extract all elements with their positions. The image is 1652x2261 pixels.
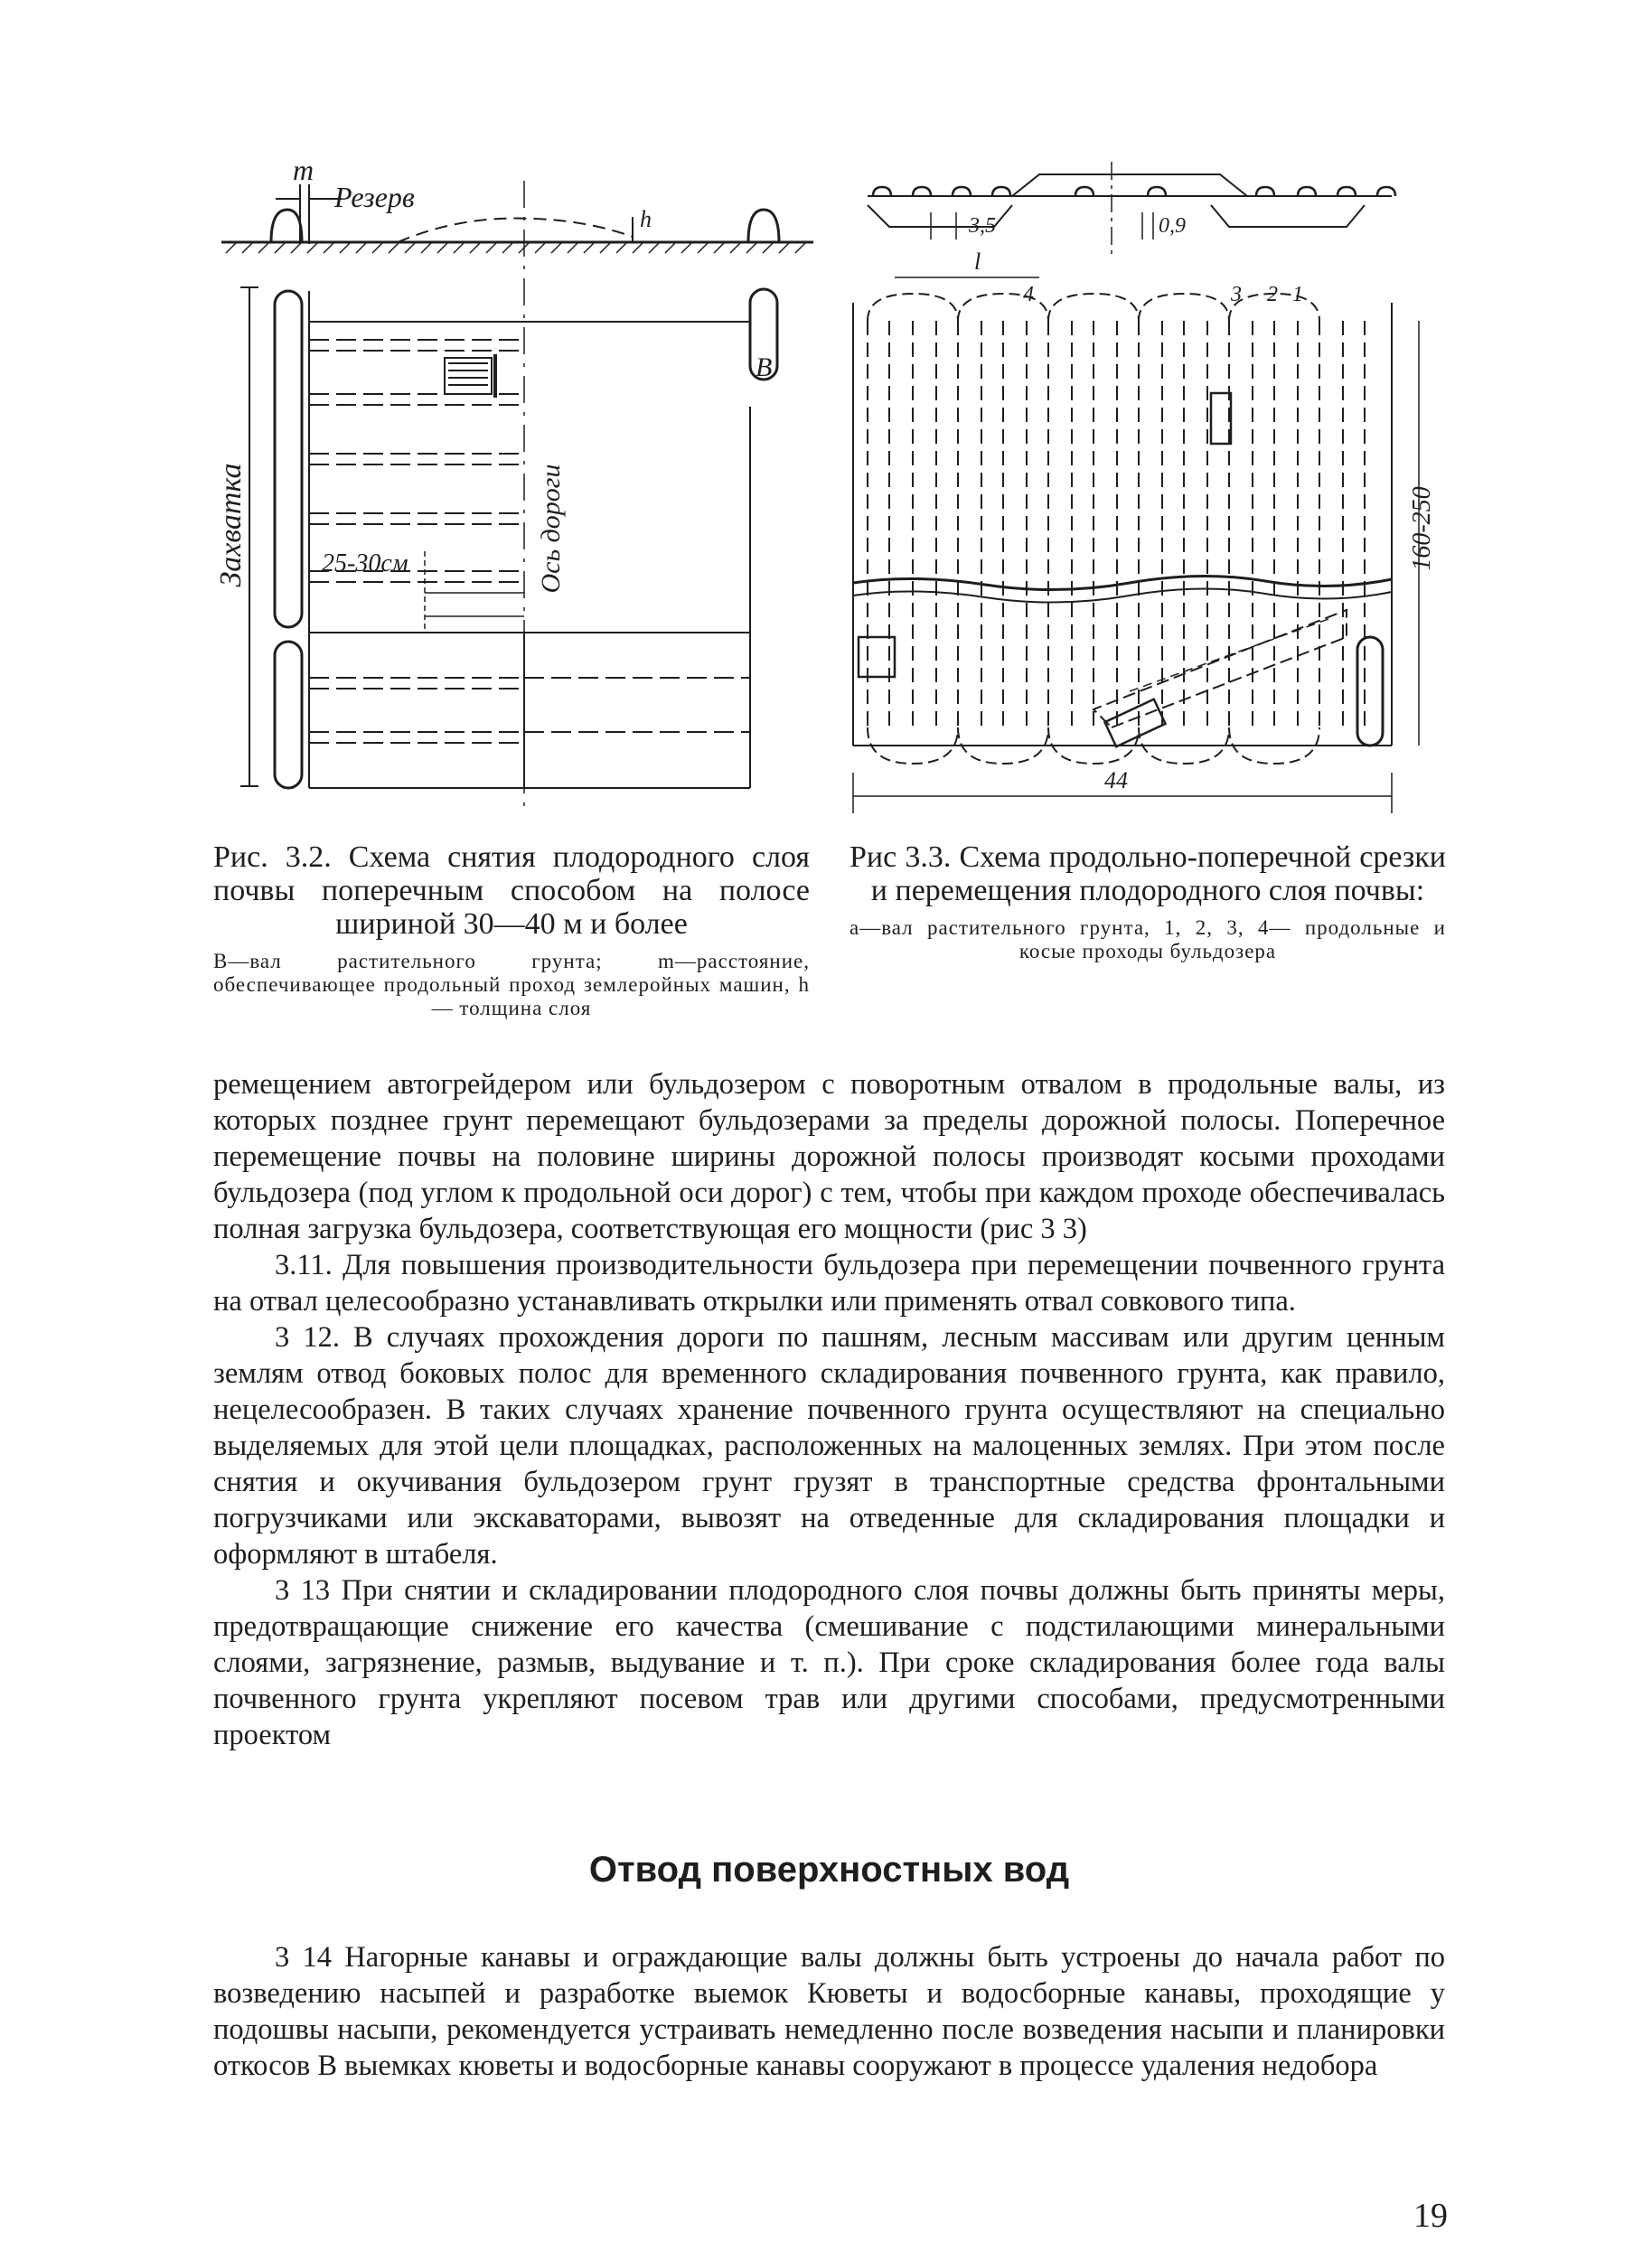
figure-3-2-caption <box>213 840 810 1020</box>
label-spacing: 25-30см <box>322 549 408 577</box>
figure-3-2-caption-legend: В—вал растительного грунта; m—расстояние, обеспечивающее продольный проход землеройных машин, h — толщина слоя <box>213 950 810 1019</box>
figure-3-3-caption-title: Рис 3.3. Схема продольно-поперечной срезки и перемещения плодородного слоя почвы: <box>849 840 1446 907</box>
label-windrow-b: В <box>756 352 773 382</box>
figure-3-3-caption <box>849 840 1446 963</box>
paragraph: 3.11. Для повышения производительности бульдозера при перемещении почвенного грунта на отвал целесообразно устанавливать открылки или применять отвал совкового типа. <box>213 1249 1445 1318</box>
label-road-axis: Ось дороги <box>536 464 566 594</box>
label-pass-1: 1 <box>1292 283 1303 306</box>
body-text-top <box>213 1066 1445 1753</box>
label-h: h <box>640 206 652 232</box>
label-dim-3-5: 3,5 <box>969 214 996 238</box>
label-length: 160-250 <box>1408 486 1436 571</box>
paragraph: 3 13 При снятии и складировании плодородного слоя почвы должны быть приняты меры, предотвращающие снижение его качества (смешивание с подстилающими минеральными слоями, загрязнение, размыв, выдувание и т. п.). При сроке складирования более года валы почвенного грунта укрепляют посевом трав или другими способами, предусмотренными проектом <box>213 1574 1445 1751</box>
page-number: 19 <box>1413 2197 1448 2235</box>
label-zakhvatka: Захватка <box>214 463 248 587</box>
paragraph: 3 12. В случаях прохождения дороги по пашням, лесным массивам или другим ценным землям отвод боковых полос для временного складирования почвенного грунта, как правило, нецелесообразен. В таких случаях хранение почвенного грунта осуществляют на специально выделяемых для этой цели площадках, расположенных на малоценных землях. При этом после снятия и окучивания бульдозером грунт грузят в транспортные средства фронтальными погрузчиками или экскаваторами, вывозят на отведенные для складирования площадки и оформляют в штабеля. <box>213 1321 1445 1571</box>
label-pass-3: 3 <box>1231 283 1242 306</box>
paragraph: ремещением автогрейдером или бульдозером с поворотным отвалом в продольные валы, из которых позднее грунт перемещают бульдозерами за пределы дорожной полосы. Поперечное перемещение почвы на половине ширины дорожной полосы производят косыми проходами бульдозера (под углом к продольной оси дорог) с тем, чтобы при каждом проходе обеспечивалась полная загрузка бульдозера, соответствующая его мощности (рис 3 3) <box>213 1068 1445 1245</box>
label-pass-4: 4 <box>1023 283 1034 306</box>
label-width: 44 <box>1104 767 1128 793</box>
label-dim-0-9: 0,9 <box>1159 214 1186 238</box>
figure-3-3-caption-legend: а—вал растительного грунта, 1, 2, 3, 4— продольные и косые проходы бульдозера <box>849 916 1446 962</box>
figure-3-2 <box>208 154 822 813</box>
figure-3-3 <box>840 149 1455 813</box>
label-l: l <box>974 249 981 275</box>
body-text-bottom <box>213 1939 1445 2084</box>
label-m: m <box>293 154 314 186</box>
paragraph: 3 14 Нагорные канавы и ограждающие валы должны быть устроены до начала работ по возведению насыпей и разработке выемок Кюветы и водосборные канавы, проходящие у подошвы насыпи, рекомендуется устраивать немедленно после возведения насыпи и планировки откосов В выемках кюветы и водосборные канавы сооружают в процессе удаления недобора <box>213 1941 1445 2082</box>
figure-3-2-caption-title: Рис. 3.2. Схема снятия плодородного слоя почвы поперечным способом на полосе шириной 30—40 м и более <box>213 840 810 941</box>
section-heading: Отвод поверхностных вод <box>588 1850 1070 1890</box>
label-pass-2: 2 <box>1267 283 1278 306</box>
label-reserve: Резерв <box>334 181 415 213</box>
